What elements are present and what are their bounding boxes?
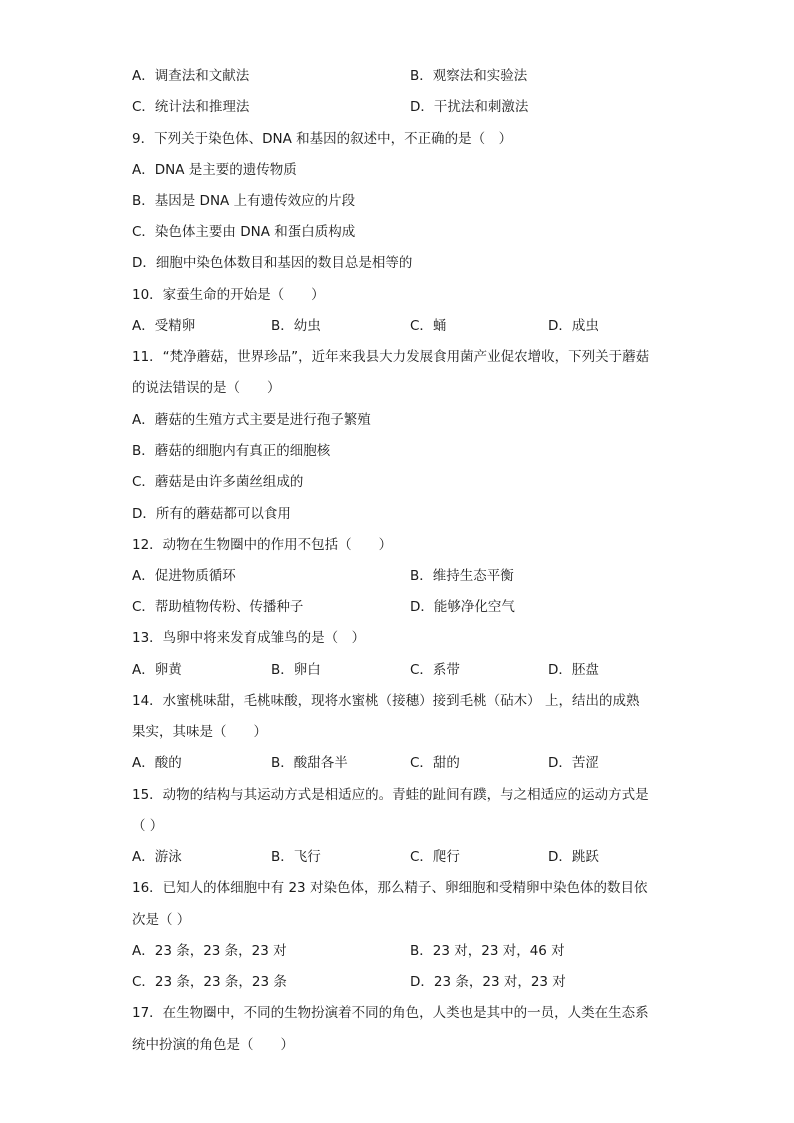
q9-option-b: B．基因是 DNA 上有遗传效应的片段 [132, 193, 356, 209]
q11-stem-line1: 11．“梵净蘑菇，世界珍品”，近年来我县大力发展食用菌产业促农增收，下列关于蘑菇 [132, 349, 650, 365]
q13-option-d: D．胚盘 [548, 662, 599, 678]
q8-option-a: A．调查法和文献法 [132, 68, 250, 84]
q9-option-a: A．DNA 是主要的遗传物质 [132, 162, 297, 178]
q11-option-a: A．蘑菇的生殖方式主要是进行孢子繁殖 [132, 412, 371, 428]
q15-option-b: B．飞行 [271, 849, 321, 865]
q14-option-c: C．甜的 [410, 755, 460, 771]
q11-stem-line2: 的说法错误的是（ ） [132, 380, 281, 396]
q14-stem-line1: 14．水蜜桃味甜，毛桃味酸，现将水蜜桃（接穗）接到毛桃（砧木） 上，结出的成熟 [132, 693, 640, 709]
q16-stem-line2: 次是（ ） [132, 912, 191, 928]
q17-stem-line2: 统中扮演的角色是（ ） [132, 1037, 294, 1053]
q15-stem-line2: （ ） [132, 818, 164, 834]
q12-option-d: D．能够净化空气 [410, 599, 515, 615]
q16-option-a: A．23 条，23 条，23 对 [132, 943, 287, 959]
q13-stem: 13．鸟卵中将来发育成雏鸟的是（ ） [132, 630, 366, 646]
q12-option-a: A．促进物质循环 [132, 568, 236, 584]
q12-option-c: C．帮助植物传粉、传播种子 [132, 599, 304, 615]
q9-option-c: C．染色体主要由 DNA 和蛋白质构成 [132, 224, 356, 240]
q15-option-d: D．跳跃 [548, 849, 599, 865]
q14-option-a: A．酸的 [132, 755, 182, 771]
q17-stem-line1: 17．在生物圈中，不同的生物扮演着不同的角色，人类也是其中的一员，人类在生态系 [132, 1005, 649, 1021]
q10-stem: 10．家蚕生命的开始是（ ） [132, 287, 325, 303]
q12-option-b: B．维持生态平衡 [410, 568, 514, 584]
q15-option-c: C．爬行 [410, 849, 460, 865]
q10-option-a: A．受精卵 [132, 318, 196, 334]
q10-option-c: C．蛹 [410, 318, 447, 334]
q16-option-c: C．23 条，23 条，23 条 [132, 974, 287, 990]
q8-option-d: D．干扰法和刺激法 [410, 99, 529, 115]
q11-option-b: B．蘑菇的细胞内有真正的细胞核 [132, 443, 331, 459]
q10-option-b: B．幼虫 [271, 318, 321, 334]
q15-stem-line1: 15．动物的结构与其运动方式是相适应的。青蛙的趾间有蹼，与之相适应的运动方式是 [132, 787, 649, 803]
q14-stem-line2: 果实，其味是（ ） [132, 724, 267, 740]
q13-option-b: B．卵白 [271, 662, 321, 678]
q14-option-b: B．酸甜各半 [271, 755, 348, 771]
q13-option-a: A．卵黄 [132, 662, 182, 678]
q10-option-d: D．成虫 [548, 318, 599, 334]
q8-option-b: B．观察法和实验法 [410, 68, 528, 84]
q16-stem-line1: 16．已知人的体细胞中有 23 对染色体，那么精子、卵细胞和受精卵中染色体的数目依 [132, 880, 648, 896]
q16-option-b: B．23 对，23 对，46 对 [410, 943, 565, 959]
q11-option-c: C．蘑菇是由许多菌丝组成的 [132, 474, 304, 490]
q9-option-d: D．细胞中染色体数目和基因的数目总是相等的 [132, 255, 413, 271]
q9-stem: 9．下列关于染色体、DNA 和基因的叙述中，不正确的是（ ） [132, 131, 513, 147]
q13-option-c: C．系带 [410, 662, 460, 678]
q14-option-d: D．苦涩 [548, 755, 599, 771]
q8-option-c: C．统计法和推理法 [132, 99, 250, 115]
q15-option-a: A．游泳 [132, 849, 182, 865]
q11-option-d: D．所有的蘑菇都可以食用 [132, 506, 291, 522]
q12-stem: 12．动物在生物圈中的作用不包括（ ） [132, 537, 393, 553]
q16-option-d: D．23 条，23 对，23 对 [410, 974, 566, 990]
